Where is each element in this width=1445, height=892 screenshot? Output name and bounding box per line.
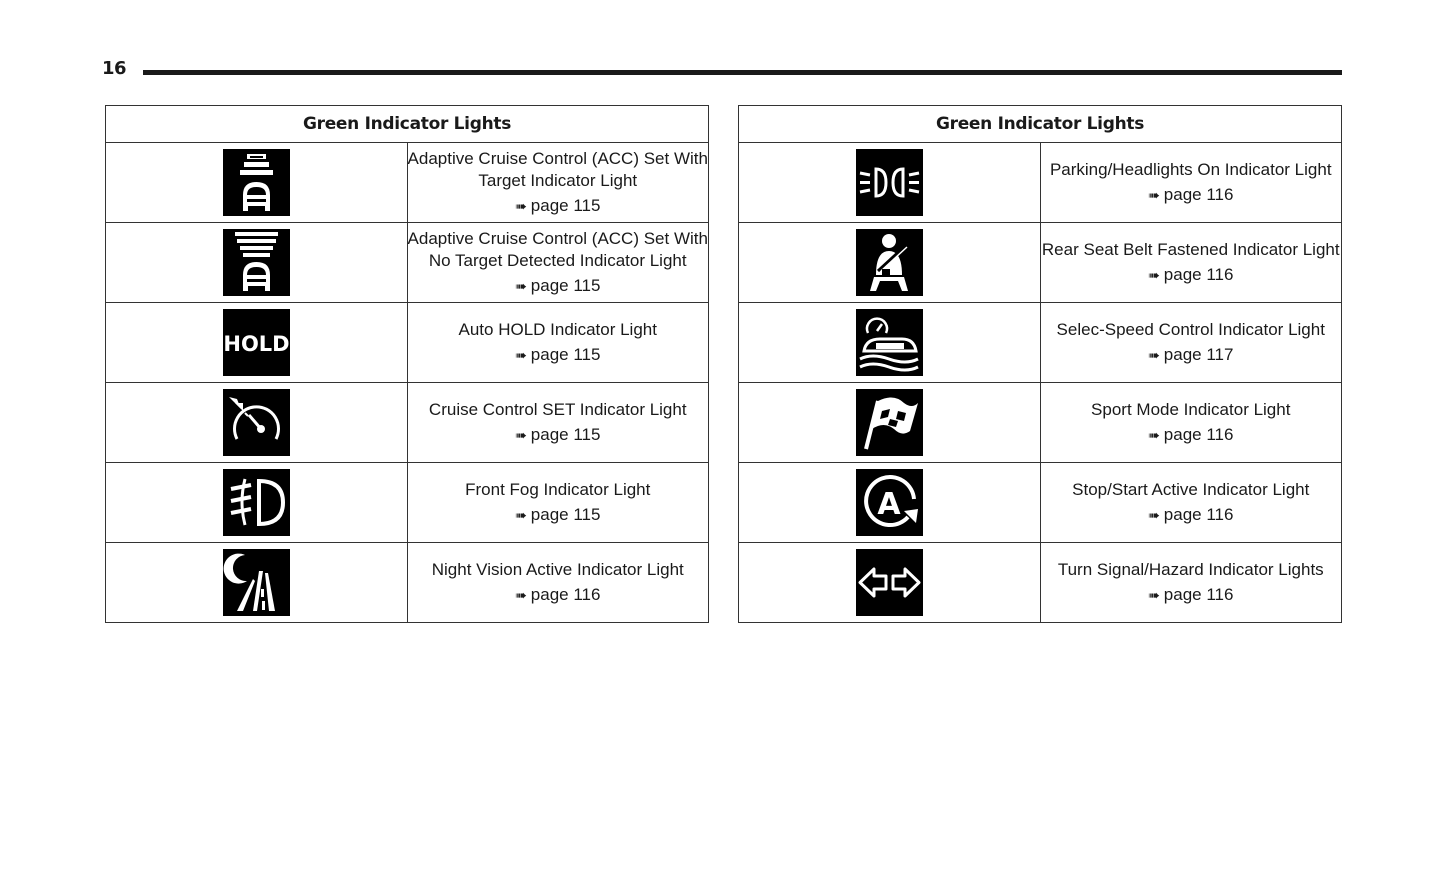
page-reference[interactable]: ➠ page 115: [515, 425, 601, 444]
acc-target-icon: [223, 149, 290, 216]
indicator-description: Cruise Control SET Indicator Light: [428, 400, 687, 419]
table-row: [106, 463, 709, 543]
table-row: [106, 223, 709, 303]
page-reference[interactable]: ➠ page 115: [515, 345, 601, 364]
table-row: [739, 383, 1342, 463]
page-reference[interactable]: ➠ page 116: [1148, 585, 1234, 604]
left-table-header: Green Indicator Lights: [106, 106, 709, 143]
indicator-description: Rear Seat Belt Fastened Indicator Light: [1041, 240, 1340, 259]
indicator-description: Turn Signal/Hazard Indicator Lights: [1057, 560, 1324, 579]
header-rule: [143, 70, 1342, 75]
right-indicator-table: [738, 105, 1342, 623]
arrow-right-icon: ➠: [1148, 507, 1160, 523]
parking-headlights-icon: [856, 149, 923, 216]
arrow-right-icon: ➠: [1148, 587, 1160, 603]
night-vision-icon: [223, 549, 290, 616]
page-reference[interactable]: ➠ page 117: [1148, 345, 1234, 364]
acc-no-target-icon: [223, 229, 290, 296]
arrow-right-icon: ➠: [1148, 427, 1160, 443]
auto-hold-icon: [223, 309, 290, 376]
sport-mode-flag-icon: [856, 389, 923, 456]
indicator-description: Sport Mode Indicator Light: [1091, 400, 1291, 419]
arrow-right-icon: ➠: [515, 198, 527, 214]
indicator-description: Night Vision Active Indicator Light: [431, 560, 684, 579]
page-reference[interactable]: ➠ page 116: [1148, 265, 1234, 284]
table-row: [739, 463, 1342, 543]
table-row: [106, 143, 709, 223]
table-row: [106, 383, 709, 463]
page-reference[interactable]: ➠ page 116: [1148, 185, 1234, 204]
front-fog-icon: [223, 469, 290, 536]
right-table-header: Green Indicator Lights: [739, 106, 1342, 143]
arrow-right-icon: ➠: [515, 427, 527, 443]
arrow-right-icon: ➠: [515, 278, 527, 294]
table-row: [106, 543, 709, 623]
hold-icon-text: HOLD: [223, 332, 290, 356]
arrow-right-icon: ➠: [515, 347, 527, 363]
turn-signal-icon: [856, 549, 923, 616]
page-reference[interactable]: ➠ page 115: [515, 196, 601, 215]
stop-start-icon: [856, 469, 923, 536]
table-row: [739, 303, 1342, 383]
selec-speed-icon: [856, 309, 923, 376]
indicator-description: Adaptive Cruise Control (ACC) Set With Target Indicator Light: [407, 149, 708, 190]
left-indicator-table: [105, 105, 709, 623]
table-row: [739, 223, 1342, 303]
rear-seat-belt-icon: [856, 229, 923, 296]
indicator-description: Auto HOLD Indicator Light: [458, 320, 657, 339]
arrow-right-icon: ➠: [515, 587, 527, 603]
page-number: 16: [102, 58, 127, 79]
indicator-description: Parking/Headlights On Indicator Light: [1049, 160, 1332, 179]
indicator-description: Stop/Start Active Indicator Light: [1072, 480, 1310, 499]
indicator-description: Front Fog Indicator Light: [465, 480, 651, 499]
table-row: [739, 543, 1342, 623]
page-reference[interactable]: ➠ page 116: [515, 585, 601, 604]
arrow-right-icon: ➠: [1148, 187, 1160, 203]
page-reference[interactable]: ➠ page 115: [515, 505, 601, 524]
indicator-description: Adaptive Cruise Control (ACC) Set With No Target Detected Indicator Light: [407, 229, 708, 270]
arrow-right-icon: ➠: [1148, 347, 1160, 363]
table-row: [739, 143, 1342, 223]
page-reference[interactable]: ➠ page 116: [1148, 505, 1234, 524]
page-reference[interactable]: ➠ page 115: [515, 276, 601, 295]
page-reference[interactable]: ➠ page 116: [1148, 425, 1234, 444]
svg-text:A: A: [877, 487, 901, 522]
table-row: [106, 303, 709, 383]
arrow-right-icon: ➠: [1148, 267, 1160, 283]
cruise-set-icon: [223, 389, 290, 456]
arrow-right-icon: ➠: [515, 507, 527, 523]
indicator-description: Selec-Speed Control Indicator Light: [1056, 320, 1325, 339]
